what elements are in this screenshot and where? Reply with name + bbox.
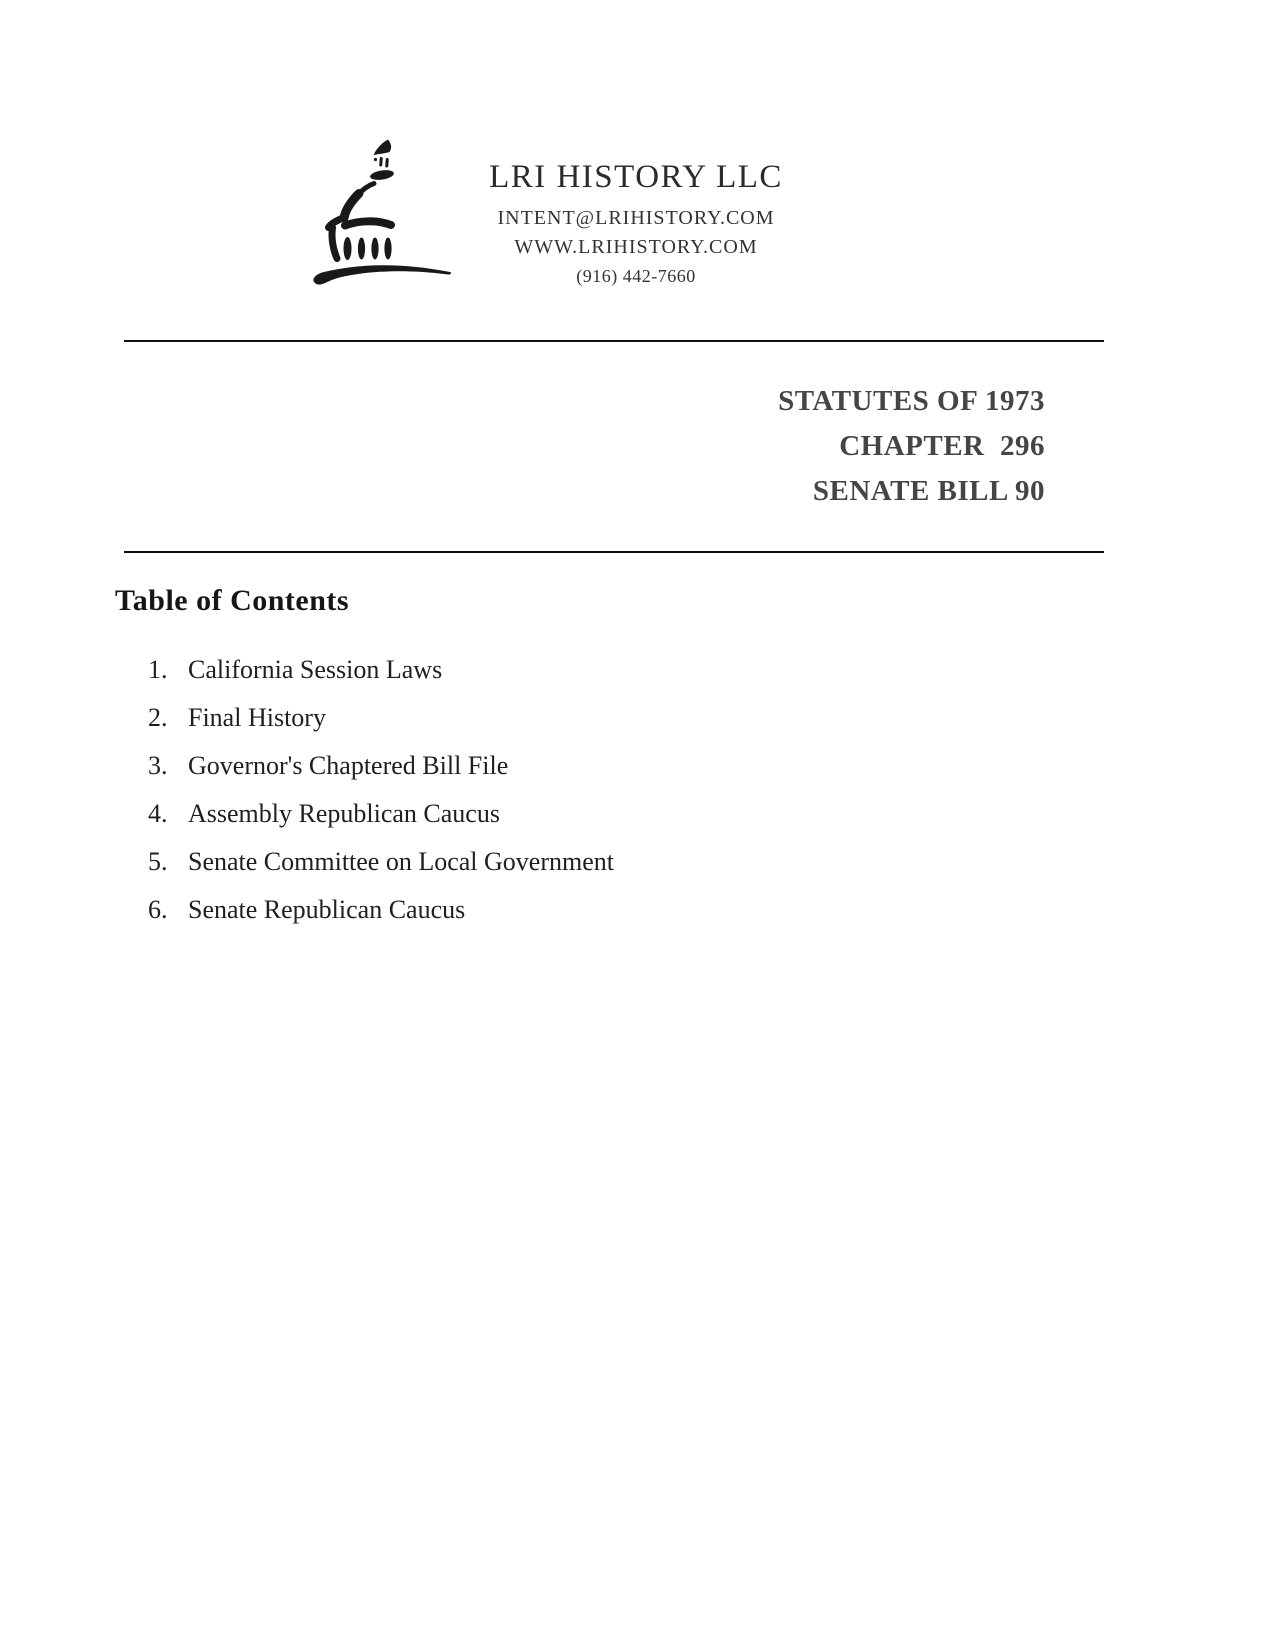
bill-citation — [778, 379, 1045, 514]
toc-title: Table of Contents — [115, 584, 350, 617]
toc-item-label: California Session Laws — [188, 655, 443, 684]
toc-item — [148, 896, 948, 923]
toc-item-number: 4. — [148, 799, 168, 828]
toc-item — [148, 752, 948, 779]
horizontal-rule-bottom — [124, 551, 1104, 553]
letterhead — [336, 158, 936, 287]
company-website: WWW.LRIHISTORY.COM — [514, 236, 758, 258]
toc-item-label: Assembly Republican Caucus — [188, 799, 500, 828]
toc-item-number: 3. — [148, 751, 168, 780]
toc-list — [148, 656, 948, 944]
toc-item-label: Senate Committee on Local Government — [188, 847, 614, 876]
citation-statutes: STATUTES OF 1973 — [778, 385, 1045, 417]
company-name: LRI HISTORY LLC — [489, 159, 783, 195]
company-email: INTENT@LRIHISTORY.COM — [497, 207, 775, 229]
toc-item-number: 2. — [148, 703, 168, 732]
toc-item — [148, 848, 948, 875]
citation-chapter: CHAPTER 296 — [839, 430, 1045, 462]
toc-item — [148, 704, 948, 731]
citation-senate-bill: SENATE BILL 90 — [812, 475, 1045, 507]
toc-item-number: 1. — [148, 655, 168, 684]
toc-item-label: Governor's Chaptered Bill File — [188, 751, 509, 780]
toc-item — [148, 656, 948, 683]
toc-item-number: 6. — [148, 895, 168, 924]
toc-item — [148, 800, 948, 827]
toc-item-label: Final History — [188, 703, 326, 732]
toc-item-number: 5. — [148, 847, 168, 876]
toc-item-label: Senate Republican Caucus — [188, 895, 466, 924]
company-phone: (916) 442-7660 — [576, 266, 696, 286]
horizontal-rule-top — [124, 340, 1104, 342]
